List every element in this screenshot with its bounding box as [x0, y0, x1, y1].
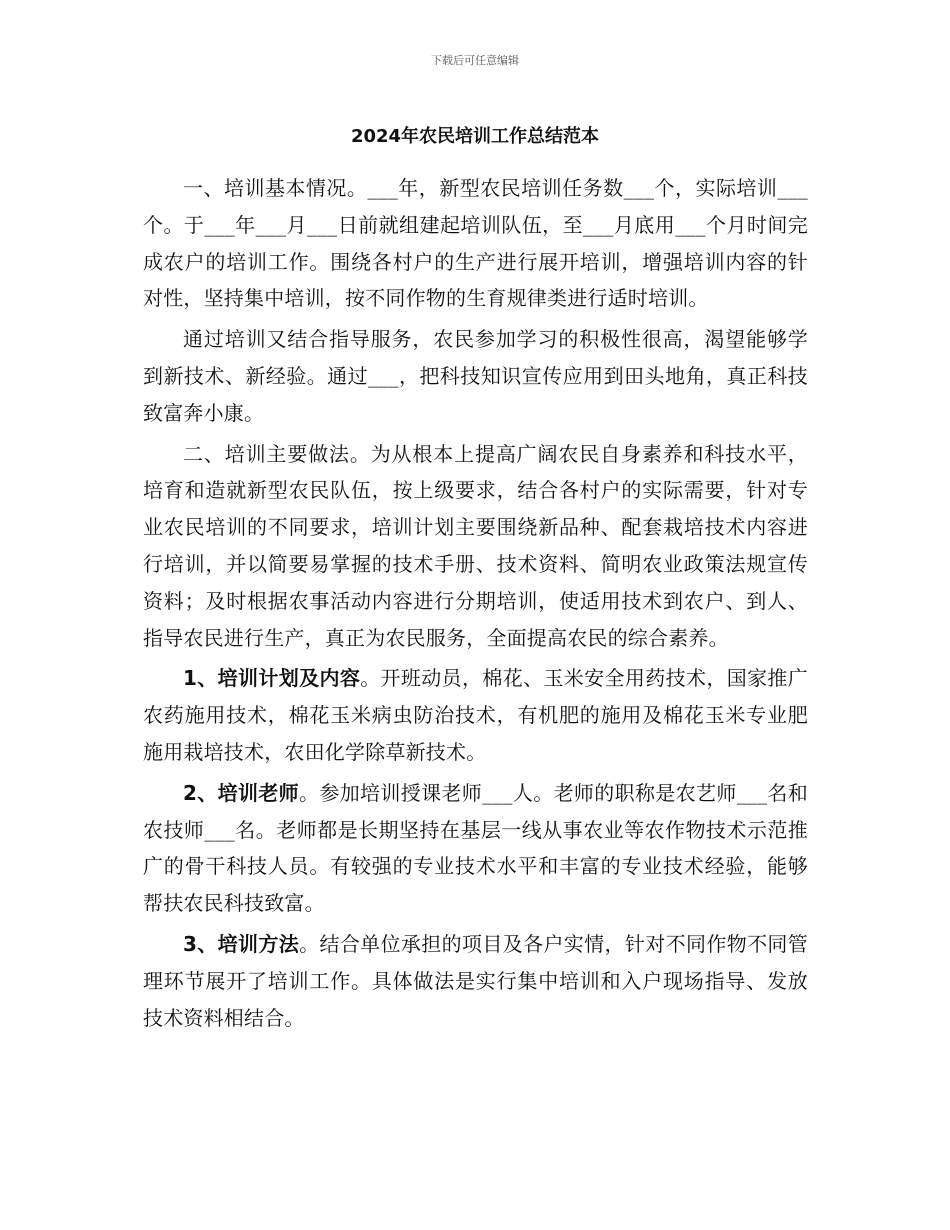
paragraph-training-effect	[143, 321, 808, 431]
section-heading: 1、培训计划及内容	[183, 666, 361, 691]
section-heading: 2、培训老师	[183, 780, 299, 805]
paragraph-text: 。结合单位承担的项目及各户实情，针对不同作物不同管理环节展开了培训工作。具体做法是实行集中培训和入户现场指导、发放技术资料相结合。	[143, 931, 808, 1030]
paragraph-text: 通过培训又结合指导服务，农民参加学习的积极性很高，渴望能够学到新技术、新经验。通过___，把科技知识宣传应用到田头地角，真正科技致富奔小康。	[143, 327, 808, 425]
paragraph-methods	[143, 926, 808, 1036]
paragraph-text: 二、培训主要做法。为从根本上提高广阔农民自身素养和科技水平，培育和造就新型农民队伍，按上级要求，结合各村户的实际需要，针对专业农民培训的不同要求，培训计划主要围绕新品种、配套栽培技术内容进行培训，并以简要易掌握的技术手册、技术资料、简明农业政策法规宣传资料；及时根据农事活动内容进行分期培训，使适用技术到农户、到人、指导农民进行生产，真正为农民服务，全面提高农民的综合素养。	[143, 441, 808, 650]
paragraph-text: 。参加培训授课老师___人。老师的职称是农艺师___名和农技师___名。老师都是长期坚持在基层一线从事农业等农作物技术示范推广的骨干科技人员。有较强的专业技术水平和丰富的专业技术经验，能够帮扶农民科技致富。	[143, 780, 808, 916]
paragraph-main-methods	[143, 436, 808, 657]
document-title: 2024年农民培训工作总结范本	[350, 126, 600, 147]
paragraph-teachers	[143, 775, 808, 922]
paragraph-text: 一、培训基本情况。___年，新型农民培训任务数___个，实际培训___个。于___年___月___日前就组建起培训队伍，至___月底用___个月时间完成农户的培训工作。围绕各村户的生产进行展开培训，增强培训内容的针对性，坚持集中培训，按不同作物的生育规律类进行适时培训。	[143, 176, 808, 311]
document-body	[143, 170, 808, 1036]
page-header-note: 下载后可任意编辑	[431, 54, 519, 67]
paragraph-training-overview	[143, 170, 808, 317]
paragraph-text: 。开班动员，棉花、玉米安全用药技术，国家推广农药施用技术，棉花玉米病虫防治技术，有机肥的施用及棉花玉米专业肥施用栽培技术，农田化学除草新技术。	[143, 666, 808, 764]
section-heading: 3、培训方法	[183, 931, 300, 956]
paragraph-plan-content	[143, 660, 808, 770]
